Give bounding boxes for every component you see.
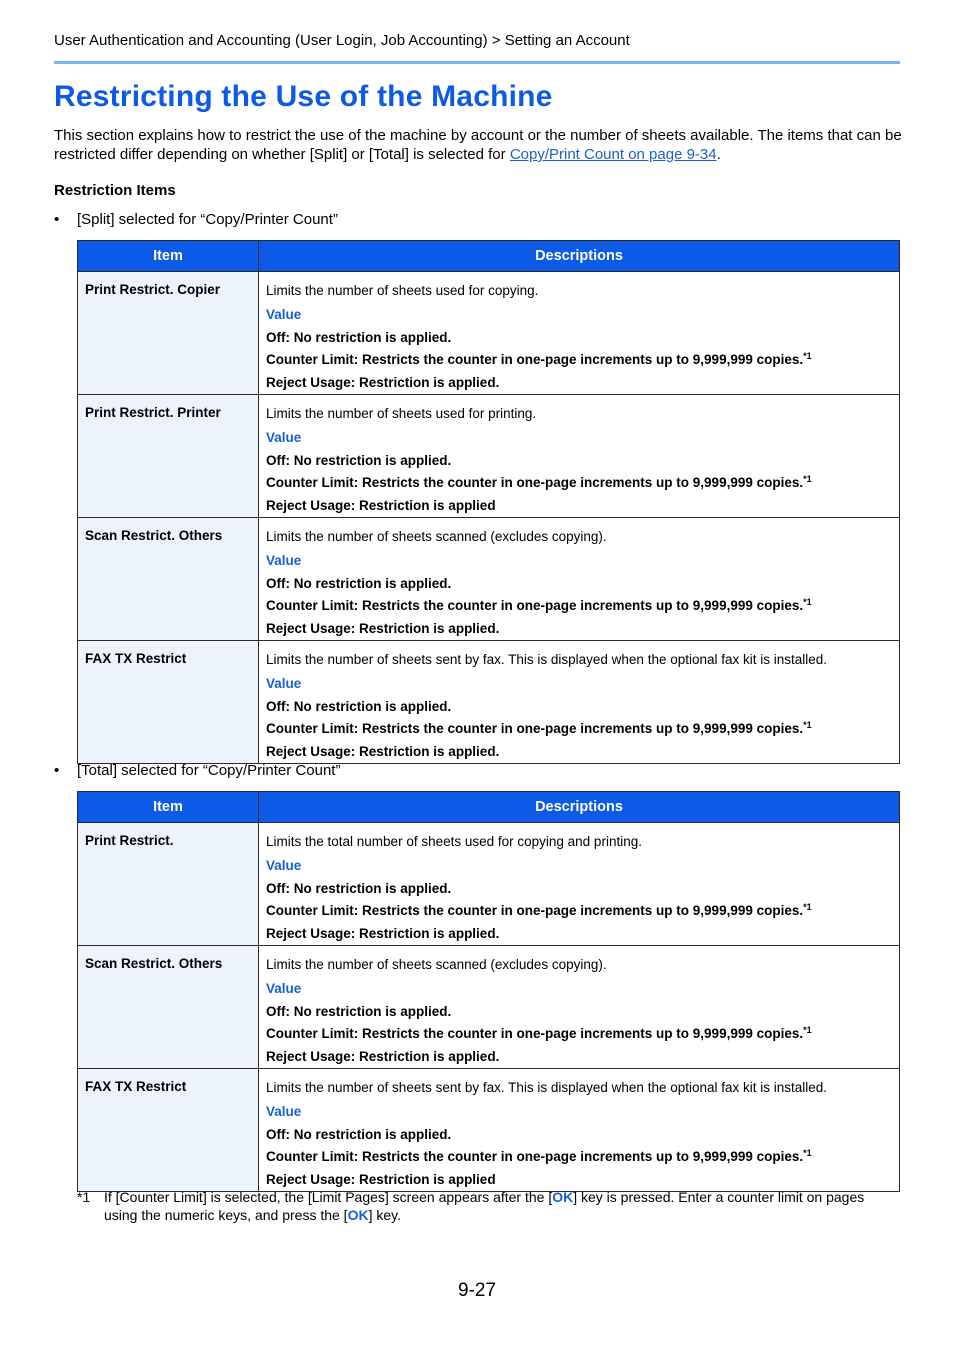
footnote-part3: ] key. [368,1207,401,1223]
item-name: Scan Restrict. Others [78,946,259,1069]
total-restriction-table [77,791,900,1192]
split-bullet [54,211,338,228]
value-counter-limit [266,595,899,618]
value-off: Off: No restriction is applied. [266,452,452,468]
item-description [259,641,900,764]
value-off: Off: No restriction is applied. [266,575,452,591]
value-reject-usage: Reject Usage: Restriction is applied. [266,925,500,941]
value-label: Value [266,430,302,445]
item-description [259,946,900,1069]
footnote-ref: *1 [803,1148,812,1158]
value-label: Value [266,553,302,568]
restriction-items-heading: Restriction Items [54,182,176,199]
column-header-descriptions: Descriptions [259,792,900,823]
description-text: Limits the number of sheets scanned (excludes copying). [266,529,607,544]
value-label: Value [266,1104,302,1119]
item-description [259,395,900,518]
value-counter-limit [266,349,899,372]
counter-limit-text: Counter Limit: Restricts the counter in one-page increments up to 9,999,999 copies. [266,1149,804,1164]
intro-text: This section explains how to restrict the use of the machine by account or the number of sheets available. The items that can be restricted differ depending on whether [Split] or [Total] is selected for [54,127,902,163]
bullet-text: [Total] selected for “Copy/Printer Count” [77,762,341,779]
split-restriction-table [77,240,900,764]
value-off: Off: No restriction is applied. [266,880,452,896]
intro-after: . [716,146,721,163]
value-counter-limit [266,1146,899,1169]
value-counter-limit [266,718,899,741]
item-name: Scan Restrict. Others [78,518,259,641]
bullet-marker: • [54,211,60,228]
counter-limit-text: Counter Limit: Restricts the counter in one-page increments up to 9,999,999 copies. [266,1026,804,1041]
footnote-ref: *1 [803,902,812,912]
value-off: Off: No restriction is applied. [266,698,452,714]
description-text: Limits the total number of sheets used for copying and printing. [266,834,642,849]
value-counter-limit [266,472,899,495]
counter-limit-text: Counter Limit: Restricts the counter in one-page increments up to 9,999,999 copies. [266,598,804,613]
page-number: 9-27 [458,1280,497,1301]
footnote-part2: ] key is pressed. Enter a counter limit on pages using the numeric keys, and press the [ [104,1189,865,1223]
footnote-ref: *1 [803,474,812,484]
value-off: Off: No restriction is applied. [266,1126,452,1142]
item-name: Print Restrict. Copier [78,272,259,395]
item-name: Print Restrict. [78,823,259,946]
value-off: Off: No restriction is applied. [266,329,452,345]
value-label: Value [266,307,302,322]
footnote-ref: *1 [803,1025,812,1035]
item-description [259,272,900,395]
value-label: Value [266,981,302,996]
description-text: Limits the number of sheets sent by fax. This is displayed when the optional fax kit is installed. [266,652,828,667]
table-row [78,641,900,764]
item-description [259,823,900,946]
value-counter-limit [266,900,899,923]
description-text: Limits the number of sheets used for copying. [266,283,539,298]
header-rule [54,61,900,64]
value-counter-limit [266,1023,899,1046]
table-row [78,395,900,518]
footnote-ref: *1 [803,597,812,607]
column-header-descriptions: Descriptions [259,241,900,272]
table-row [78,946,900,1069]
value-label: Value [266,676,302,691]
bullet-text: [Split] selected for “Copy/Printer Count” [77,211,338,228]
page-title: Restricting the Use of the Machine [54,80,553,113]
bullet-marker: • [54,762,60,779]
counter-limit-text: Counter Limit: Restricts the counter in one-page increments up to 9,999,999 copies. [266,352,804,367]
description-text: Limits the number of sheets used for printing. [266,406,537,421]
description-text: Limits the number of sheets scanned (excludes copying). [266,957,607,972]
item-description [259,1069,900,1192]
copy-print-count-link[interactable]: Copy/Print Count on page 9-34 [509,146,717,163]
table-row [78,823,900,946]
value-off: Off: No restriction is applied. [266,1003,452,1019]
column-header-item: Item [78,792,259,823]
breadcrumb: User Authentication and Accounting (User Login, Job Accounting) > Setting an Account [54,32,630,49]
counter-limit-text: Counter Limit: Restricts the counter in one-page increments up to 9,999,999 copies. [266,903,804,918]
value-reject-usage: Reject Usage: Restriction is applied. [266,1048,500,1064]
counter-limit-text: Counter Limit: Restricts the counter in one-page increments up to 9,999,999 copies. [266,721,804,736]
footnote-text [104,1188,897,1224]
value-reject-usage: Reject Usage: Restriction is applied [266,1171,496,1187]
item-description [259,518,900,641]
value-reject-usage: Reject Usage: Restriction is applied. [266,620,500,636]
intro-paragraph [54,126,904,164]
footnote-ref: *1 [803,351,812,361]
item-name: FAX TX Restrict [78,641,259,764]
value-reject-usage: Reject Usage: Restriction is applied [266,497,496,513]
description-text: Limits the number of sheets sent by fax. This is displayed when the optional fax kit is installed. [266,1080,828,1095]
item-name: FAX TX Restrict [78,1069,259,1192]
footnote-part1: If [Counter Limit] is selected, the [Limit Pages] screen appears after the [ [104,1189,553,1205]
counter-limit-text: Counter Limit: Restricts the counter in one-page increments up to 9,999,999 copies. [266,475,804,490]
footnote-mark: *1 [77,1189,91,1205]
footnote-ref: *1 [803,720,812,730]
value-label: Value [266,858,302,873]
table-row [78,272,900,395]
value-reject-usage: Reject Usage: Restriction is applied. [266,743,500,759]
column-header-item: Item [78,241,259,272]
item-name: Print Restrict. Printer [78,395,259,518]
total-bullet [54,762,340,779]
value-reject-usage: Reject Usage: Restriction is applied. [266,374,500,390]
ok-key-label: OK [552,1189,574,1205]
footnote [77,1188,897,1224]
table-row [78,1069,900,1192]
ok-key-label: OK [347,1207,369,1223]
table-row [78,518,900,641]
